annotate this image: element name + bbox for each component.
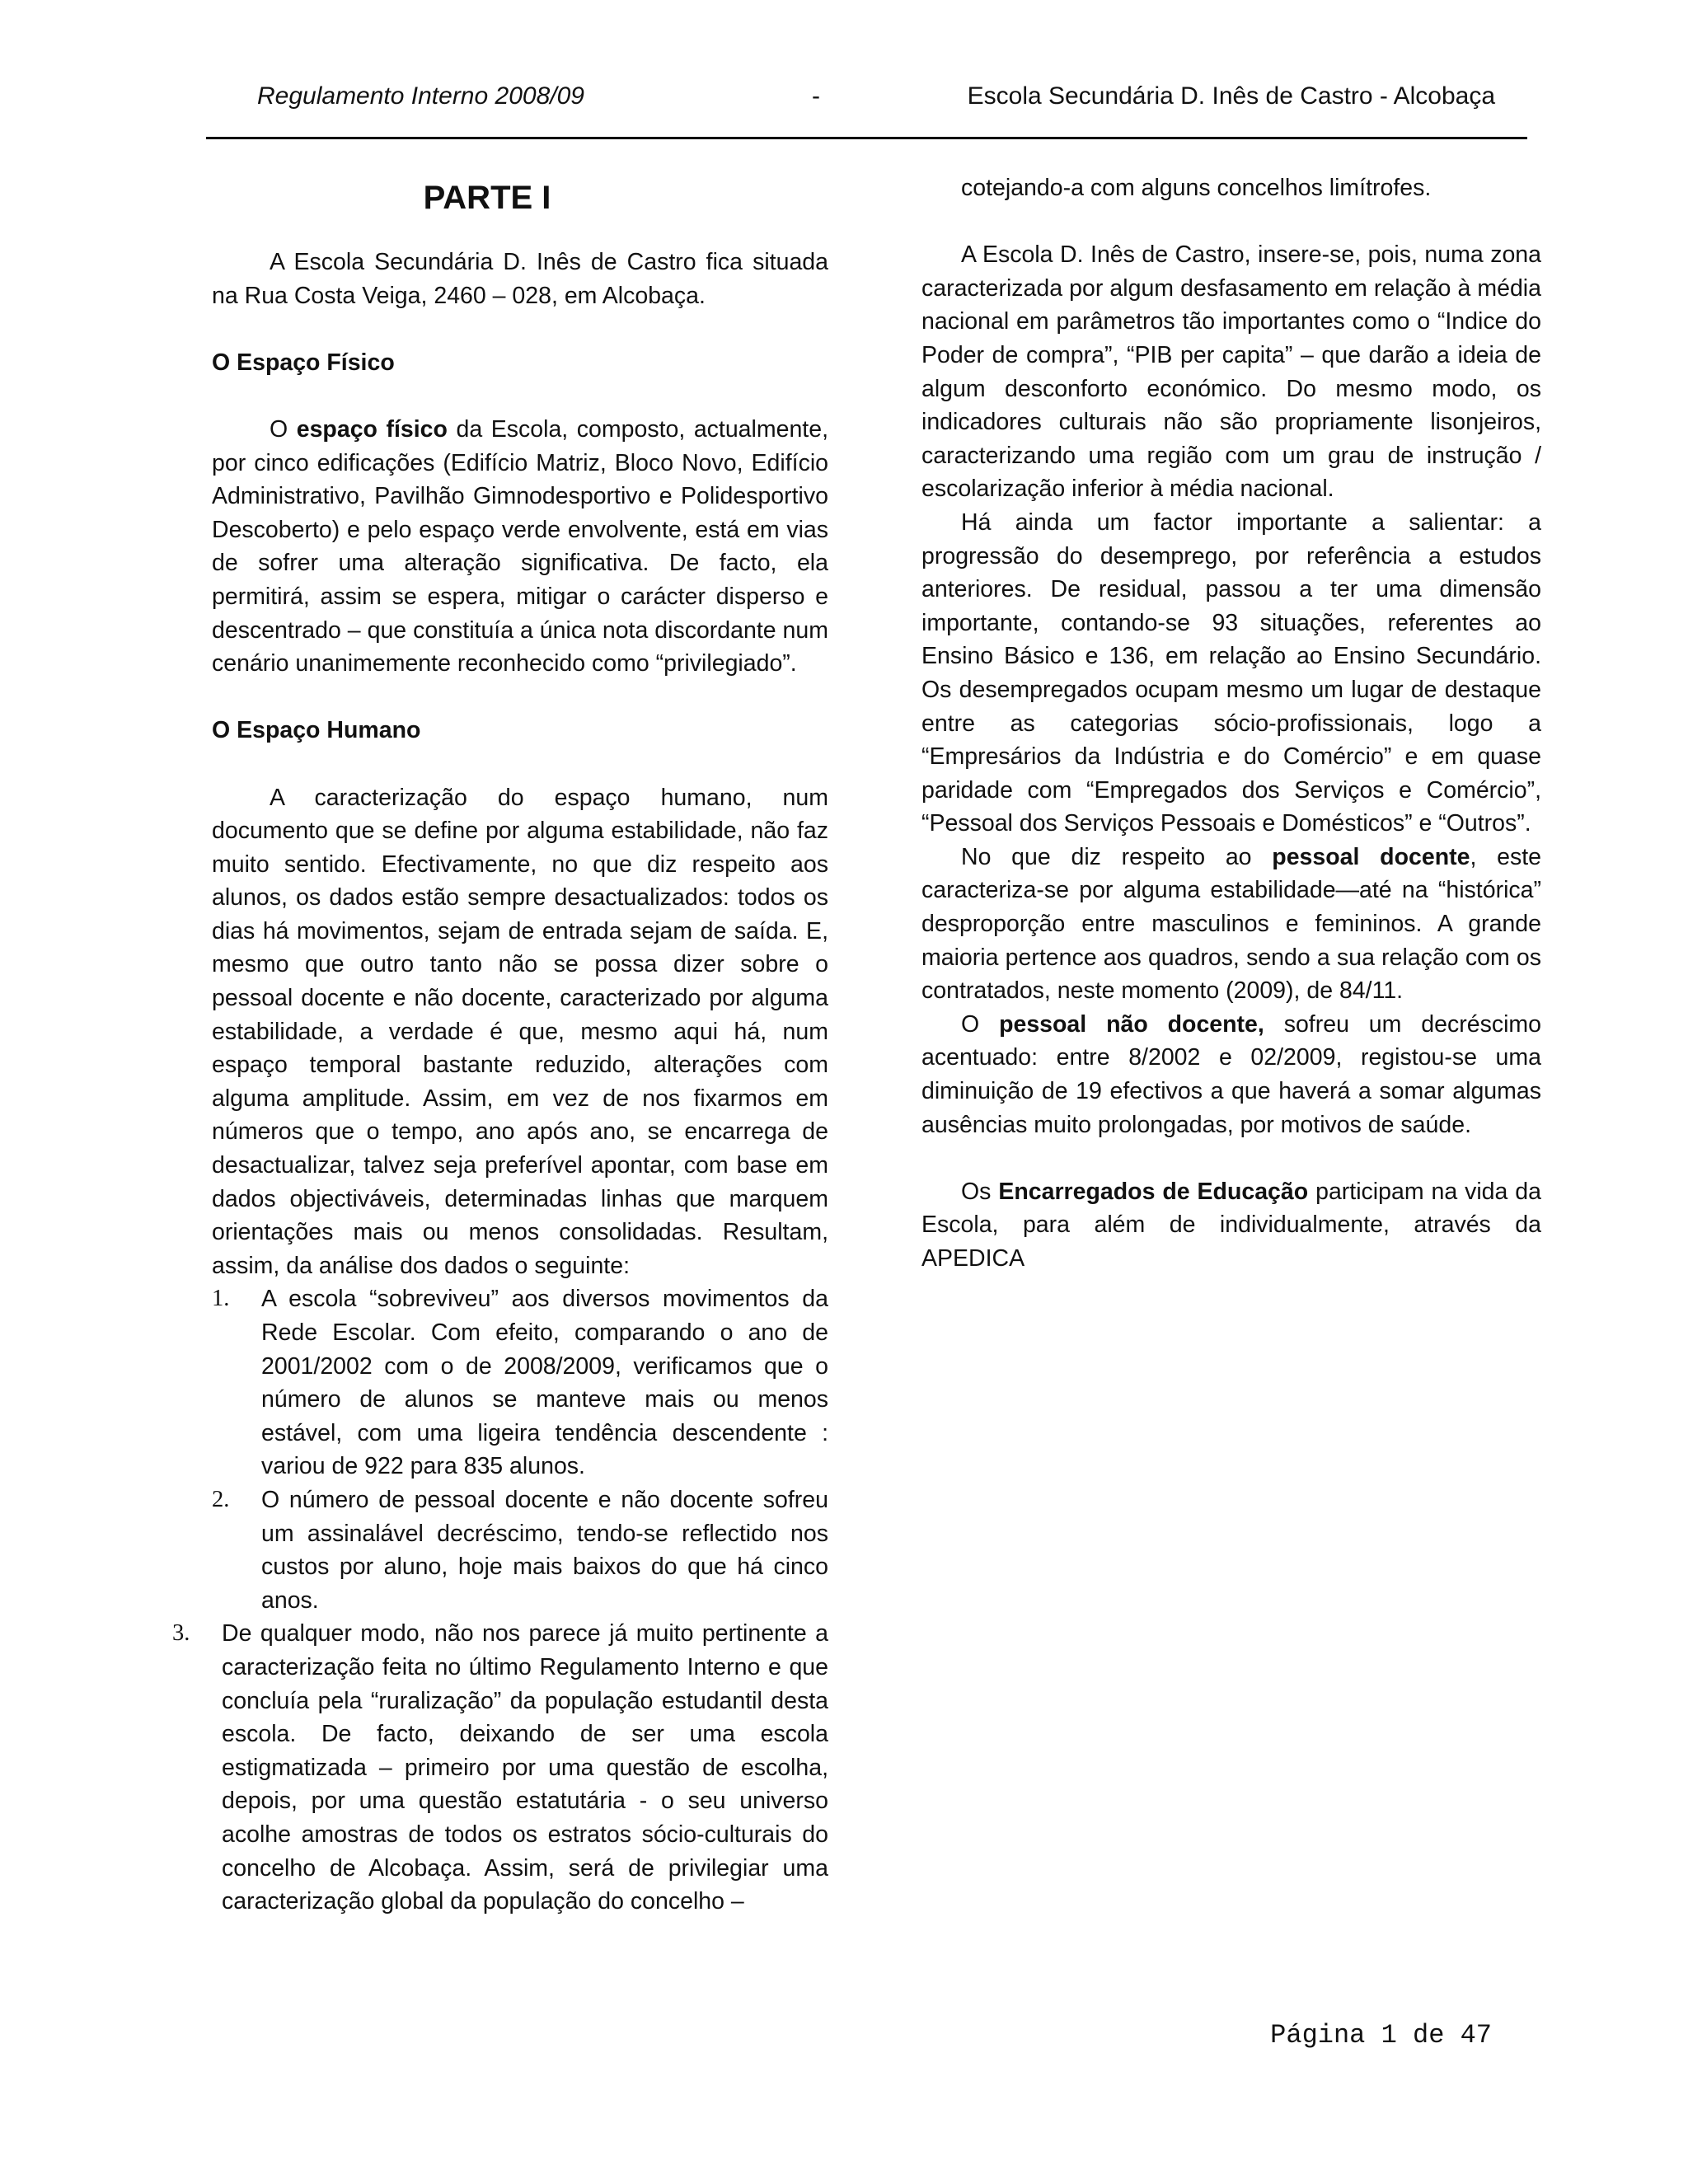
header-separator: - [812, 82, 820, 110]
bold-term: Encarregados de Educação [998, 1178, 1309, 1205]
teaching-staff-paragraph: No que diz respeito ao pessoal docente, este caracteriza-se por alguma estabilidade—até na “histórica” desproporção entre masculinos e femininos. A grande maioria pertence aos quadros, sendo a sua relação com os contratados, neste momento (2009), de 84/11. [921, 843, 1541, 1005]
section-heading-physical-space: O Espaço Físico [212, 349, 395, 376]
bold-term: pessoal docente [1272, 843, 1470, 870]
part-title: PARTE I [423, 180, 551, 216]
bold-term: pessoal não docente, [999, 1010, 1264, 1038]
findings-list [212, 1282, 828, 1617]
list-item: 2. O número de pessoal docente e não docente sofreu um assinalável decréscimo, tendo-se reflectido nos custos por aluno, hoje mais baixos do que há cinco anos. [212, 1486, 828, 1614]
section-heading-human-space: O Espaço Humano [212, 717, 421, 744]
header-document-title: Regulamento Interno 2008/09 [257, 82, 584, 110]
page-number: Página 1 de 47 [1270, 2020, 1492, 2050]
header-school-name: Escola Secundária D. Inês de Castro - Alcobaça [967, 82, 1495, 110]
list-item: 1. A escola “sobreviveu” aos diversos movimentos da Rede Escolar. Com efeito, comparando o ano de 2001/2002 com o de 2008/2009, verificamos que o número de alunos se manteve mais ou menos estável, com uma ligeira tendência descendente : variou de 922 para 835 alunos. [212, 1286, 828, 1480]
non-teaching-staff-paragraph: O pessoal não docente, sofreu um decréscimo acentuado: entre 8/2002 e 02/2009, registou-se uma diminuição de 19 efectivos a que haverá a somar algumas ausências muito prolongadas, por motivos de saúde. [921, 1010, 1541, 1138]
left-column [172, 171, 828, 1919]
region-paragraph: A Escola D. Inês de Castro, insere-se, pois, numa zona caracterizada por algum desfasamento em relação à média nacional em parâmetros tão importantes como o “Indice do Poder de compra”, “PIB per capita” – que darão a ideia de algum desconforto económico. Do mesmo modo, os indicadores culturais não são propriamente lisonjeiros, caracterizando uma região com um grau de instrução / escolarização inferior à média nacional. [921, 241, 1541, 503]
human-space-paragraph: A caracterização do espaço humano, num documento que se define por alguma estabilidade, não faz muito sentido. Efectivamente, no que diz respeito aos alunos, os dados estão sempre desactualizados: todos os dias há movimentos, sejam de entrada sejam de saída. E, mesmo que outro tanto não se possa dizer sobre o pessoal docente e não docente, caracterizado por alguma estabilidade, a verdade é que, mesmo aqui há, num espaço temporal bastante reduzido, alterações com alguma amplitude. Assim, em vez de nos fixarmos em números que o tempo, ano após ano, se encarrega de desactualizar, talvez seja preferível apontar, com base em dados objectiváveis, determinadas linhas que marquem orientações mais ou menos consolidadas. Resultam, assim, da análise dos dados o seguinte: [212, 784, 828, 1279]
header-rule [206, 137, 1527, 139]
intro-paragraph: A Escola Secundária D. Inês de Castro fica situada na Rua Costa Veiga, 2460 – 028, em Alcobaça. [212, 249, 828, 309]
guardians-paragraph: Os Encarregados de Educação participam na vida da Escola, para além de individualmente, através da APEDICA [921, 1178, 1542, 1272]
bold-term: espaço físico [296, 415, 448, 443]
physical-space-paragraph: O espaço físico da Escola, composto, actualmente, por cinco edificações (Edifício Matriz, Bloco Novo, Edifício Administrativo, Pavilhão Gimnodesportivo e Polidesportivo Descoberto) e pelo espaço verde envolvente, está em vias de sofrer uma alteração significativa. De facto, ela permitirá, assim se espera, mitigar o carácter disperso e descentrado – que constituía a única nota discordante num cenário unanimemente reconhecido como “privilegiado”. [212, 415, 828, 677]
continuation-line: cotejando-a com alguns concelhos limítrofes. [961, 175, 1432, 201]
list-item: 3. De qualquer modo, não nos parece já muito pertinente a caracterização feita no último Regulamento Interno e que concluía pela “ruralização” da população estudantil desta escola. De facto, deixando de ser uma escola estigmatizada – primeiro por uma questão de escolha, depois, por uma questão estatutária - o seu universo acolhe amostras de todos os estratos sócio-culturais do concelho de Alcobaça. Assim, será de privilegiar uma caracterização global da população do concelho – [172, 1620, 828, 1915]
page-header [206, 76, 1525, 117]
right-column [921, 171, 1541, 1276]
unemployment-paragraph: Há ainda um factor importante a salientar: a progressão do desemprego, por referência a estudos anteriores. De residual, passou a ter uma dimensão importante, contando-se 93 situações, referentes ao Ensino Básico e 136, em relação ao Ensino Secundário. Os desempregados ocupam mesmo um lugar de destaque entre as categorias sócio-profissionais, logo a “Empresários da Indústria e do Comércio” e em quase paridade com “Empregados dos Serviços e Comércio”, “Pessoal dos Serviços Pessoais e Domésticos” e “Outros”. [921, 509, 1541, 837]
